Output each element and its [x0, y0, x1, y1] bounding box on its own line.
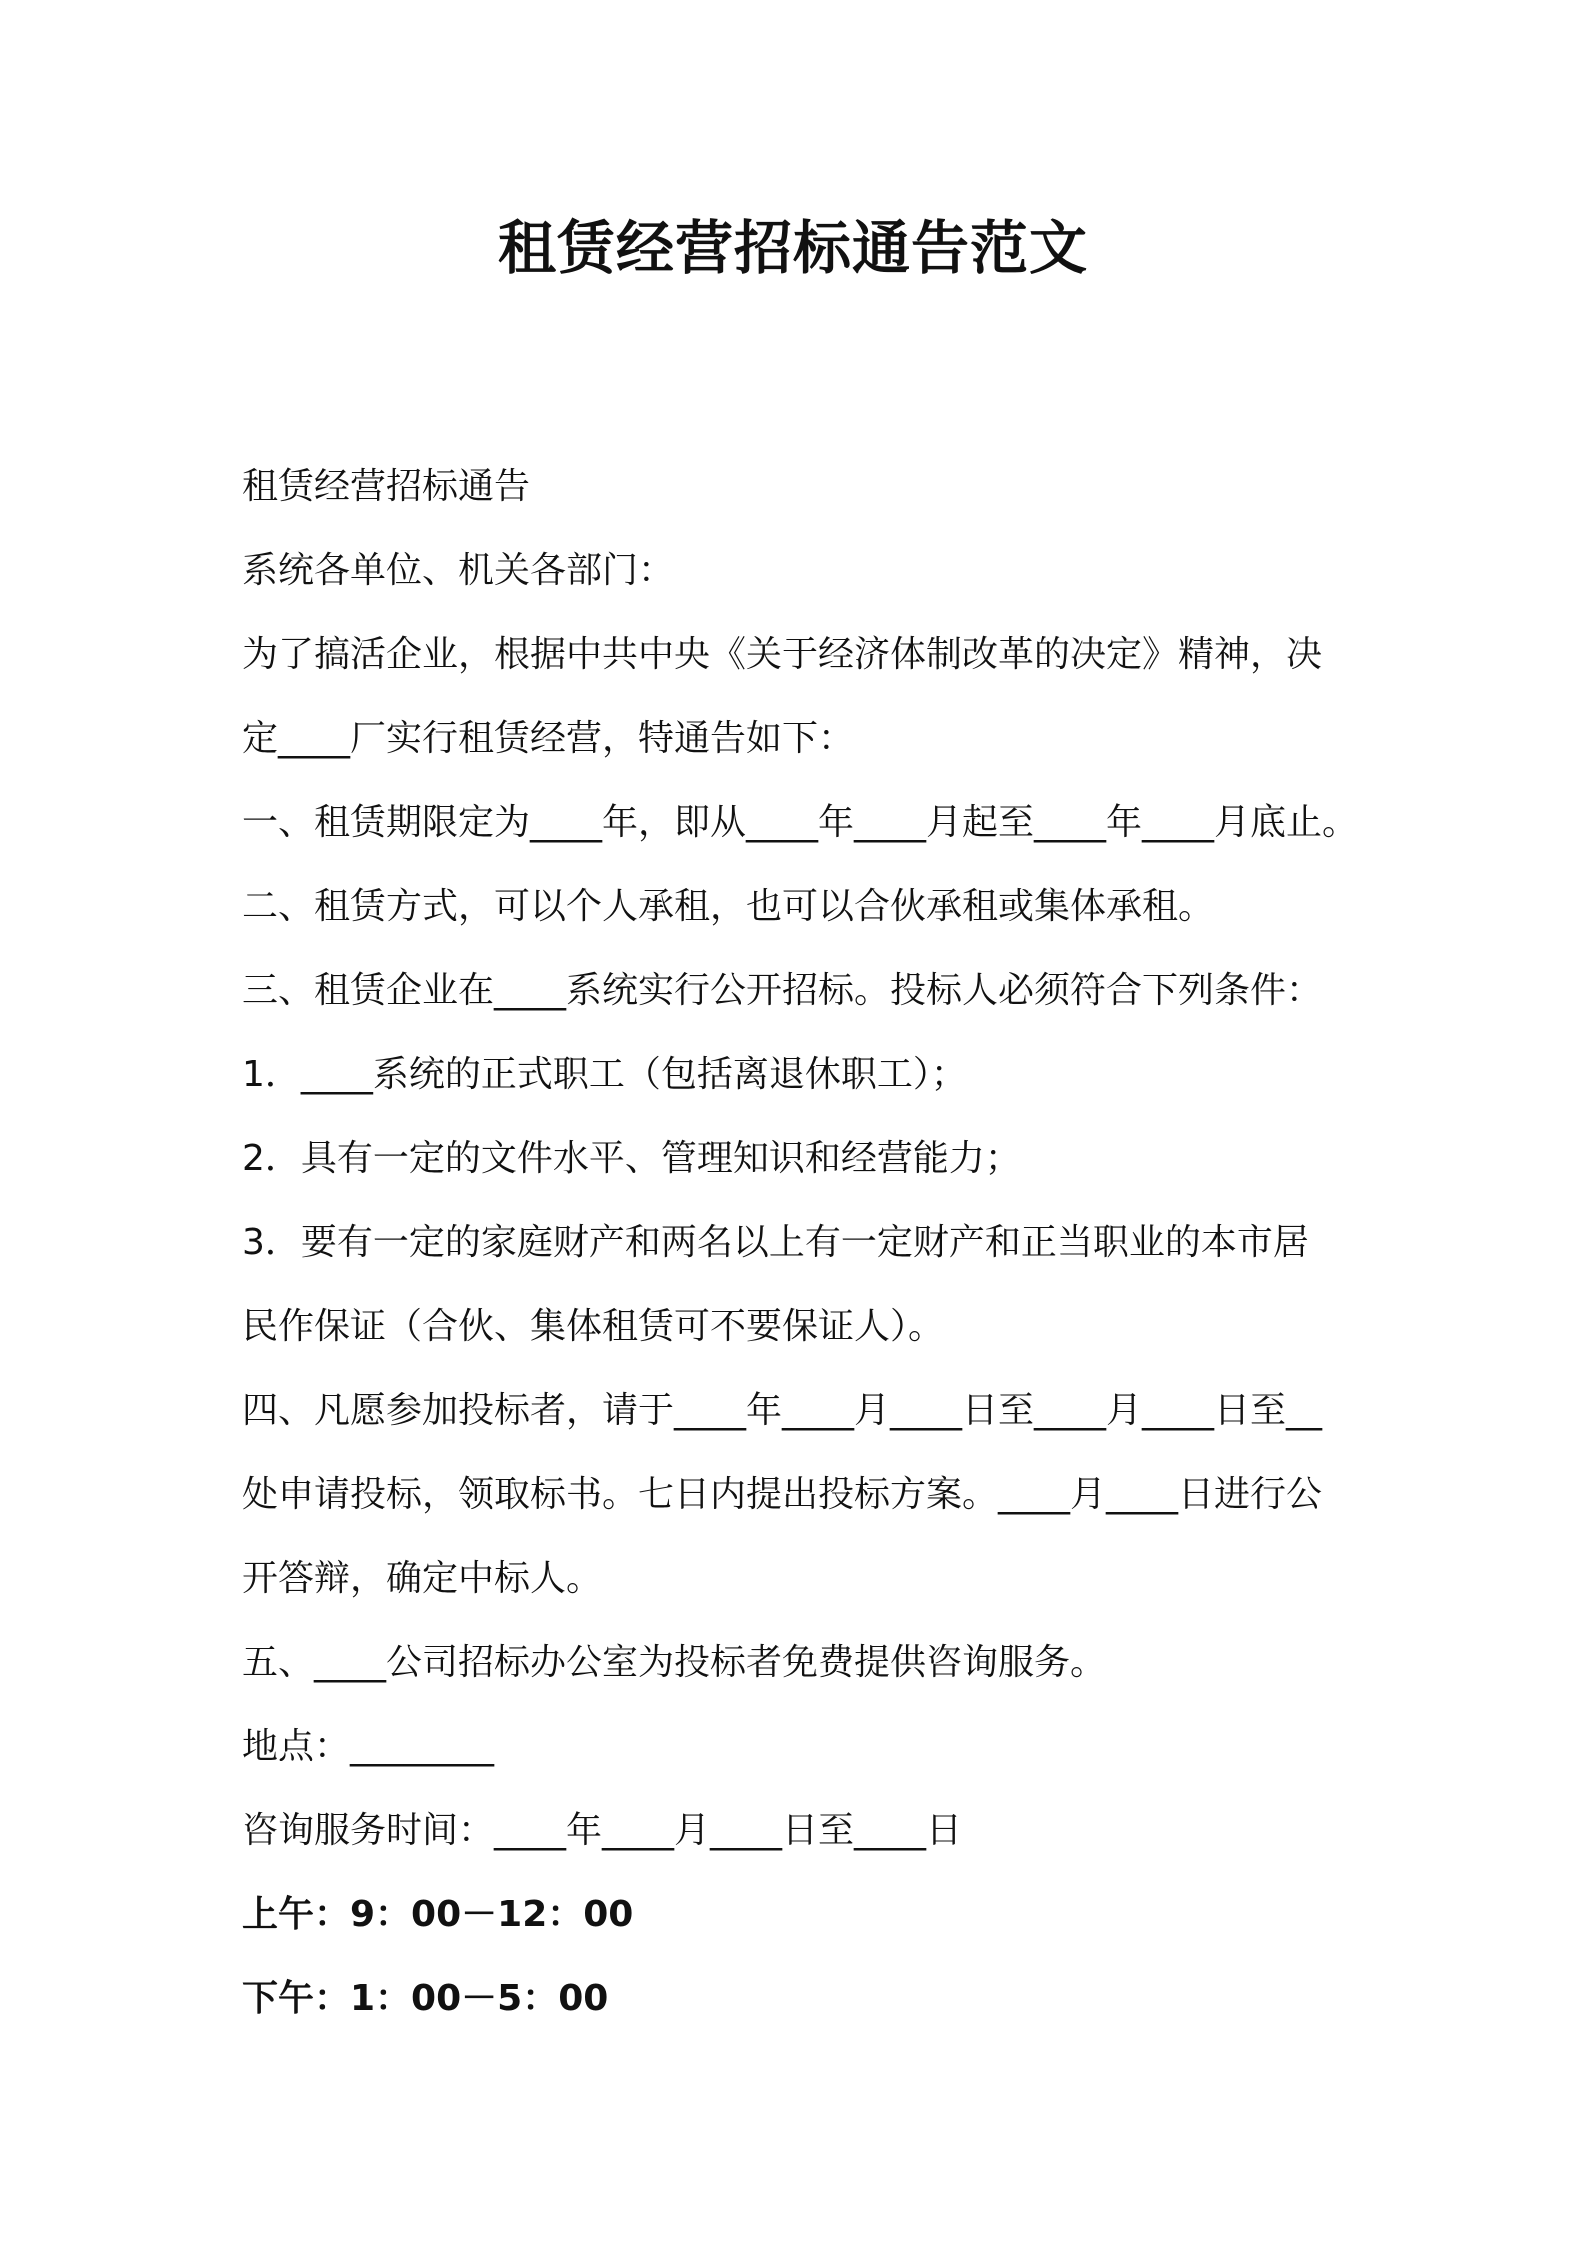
location-line: 地点：________ [242, 1726, 495, 1767]
clause-1-lease-term: 一、租赁期限定为____年，即从____年____月起至____年____月底止。 [242, 802, 1359, 843]
notice-heading: 租赁经营招标通告 [242, 466, 531, 507]
clause-4-line-1: 四、凡愿参加投标者，请于____年____月____日至____月____日至__ [242, 1390, 1323, 1431]
condition-3-line-1: 3．要有一定的家庭财产和两名以上有一定财产和正当职业的本市居 [242, 1222, 1309, 1263]
condition-2: 2．具有一定的文件水平、管理知识和经营能力； [242, 1138, 1021, 1179]
intro-line-2: 定____厂实行租赁经营，特通告如下： [242, 718, 855, 759]
afternoon-hours: 下午：1：00－5：00 [242, 1978, 609, 2019]
condition-3-line-2: 民作保证（合伙、集体租赁可不要保证人）。 [242, 1306, 945, 1347]
salutation: 系统各单位、机关各部门： [242, 550, 675, 591]
clause-3-tender-conditions: 三、租赁企业在____系统实行公开招标。投标人必须符合下列条件： [242, 970, 1323, 1011]
clause-5-consulting: 五、____公司招标办公室为投标者免费提供咨询服务。 [242, 1642, 1107, 1683]
clause-4-line-2: 处申请投标，领取标书。七日内提出投标方案。____月____日进行公 [242, 1474, 1323, 1515]
morning-hours: 上午：9：00－12：00 [242, 1894, 634, 1935]
intro-line-1: 为了搞活企业，根据中共中央《关于经济体制改革的决定》精神，决 [242, 634, 1323, 675]
clause-2-lease-mode: 二、租赁方式，可以个人承租，也可以合伙承租或集体承租。 [242, 886, 1215, 927]
document-title: 租赁经营招标通告范文 [497, 214, 1088, 282]
consulting-time-line: 咨询服务时间：____年____月____日至____日 [242, 1810, 963, 1851]
document-body [242, 445, 1362, 2041]
condition-1: 1．____系统的正式职工（包括离退休职工）； [242, 1054, 967, 1095]
clause-4-line-3: 开答辩，确定中标人。 [242, 1558, 603, 1599]
